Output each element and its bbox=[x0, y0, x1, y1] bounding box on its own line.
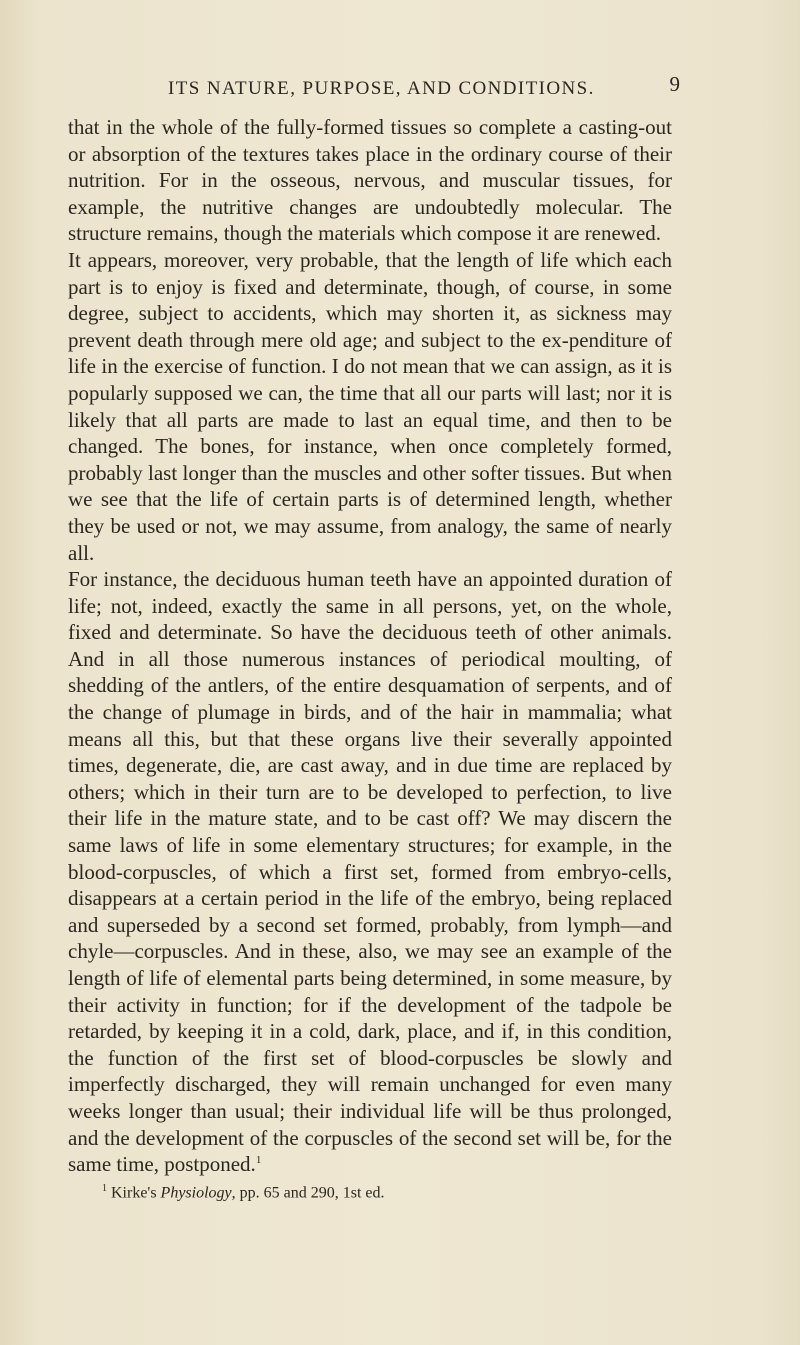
footnote-mark: 1 bbox=[102, 1182, 107, 1194]
paragraph-3-text: For instance, the deciduous human teeth have an appointed duration of life; not, indeed, exactly the same in all persons, yet, on the whole, fixed and determinate. So have the deciduous teeth of other animals. And in all those numerous instances of periodical moulting, of shedding of the antlers, of the entire desquamation of serpents, and of the change of plumage in birds, and of the hair in mammalia; what means all this, but that these organs live their severally appointed times, degenerate, die, are cast away, and in due time are replaced by others; which in their turn are to be developed to perfection, to live their life in the mature state, and to be cast off? We may discern the same laws of life in some elementary structures; for example, in the blood-corpuscles, of which a first set, formed from embryo-cells, disappears at a certain period in the life of the embryo, being replaced and superseded by a second set formed, probably, from lymph—and chyle—corpuscles. And in these, also, we may see an example of the length of life of elemental parts being determined, in some measure, by their activity in function; for if the development of the tadpole be retarded, by keeping it in a cold, dark, place, and if, in this condition, the function of the first set of blood-corpuscles be slowly and imperfectly discharged, they will remain unchanged for even many weeks longer than usual; their individual life will be thus prolonged, and the development of the corpuscles of the second set will be, for the same time, postponed. bbox=[68, 567, 672, 1177]
paragraph-3 bbox=[68, 566, 672, 1178]
footnote bbox=[68, 1179, 672, 1203]
footnote-title: Physiology bbox=[160, 1184, 232, 1202]
paragraph-1: that in the whole of the fully-formed tissues so complete a casting-out or absorption of the textures takes place in the ordinary course of their nutrition. For in the osseous, nervous, and muscular tissues, for example, the nutritive changes are undoubtedly molecular. The structure remains, though the materials which compose it are renewed. bbox=[68, 115, 672, 246]
footnote-reference: 1 bbox=[255, 1154, 262, 1167]
footnote-details: , pp. 65 and 290, 1st ed. bbox=[231, 1184, 385, 1202]
footnote-author: Kirke's bbox=[111, 1184, 157, 1202]
body-text bbox=[68, 114, 672, 1178]
running-title: ITS NATURE, PURPOSE, AND CONDITIONS. bbox=[168, 78, 595, 99]
page-number: 9 bbox=[669, 72, 680, 96]
paragraph-2: It appears, moreover, very probable, that the length of life which each part is to enjoy is fixed and determinate, though, of course, in some degree, subject to accidents, which may shorten it, as sickness may prevent death through mere old age; and subject to the ex-penditure of life in the exercise of function. I do not mean that we can assign, as it is popularly supposed we can, the time that all our parts will last; nor it is likely that all parts are made to last an equal time, and then to be changed. The bones, for instance, when once completely formed, probably last longer than the muscles and other softer tissues. But when we see that the life of certain parts is of determined length, whether they be used or not, we may assume, from analogy, the same of nearly all. bbox=[68, 247, 672, 565]
running-head bbox=[68, 72, 680, 106]
